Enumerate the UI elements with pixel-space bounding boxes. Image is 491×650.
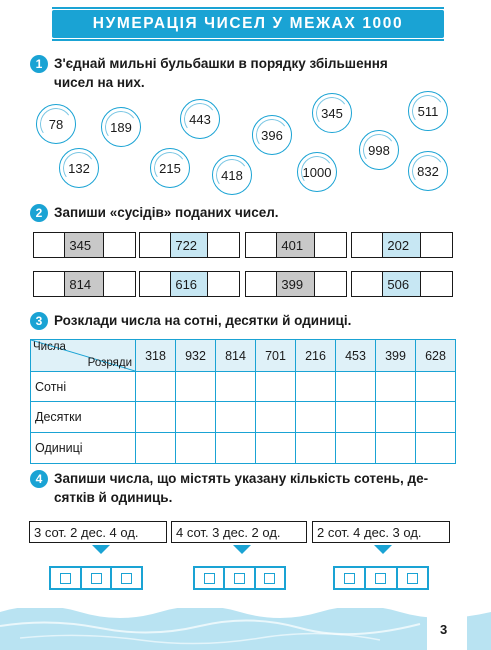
table-cell[interactable] bbox=[256, 433, 296, 464]
given-number: 399 bbox=[277, 272, 314, 296]
bubble[interactable]: 418 bbox=[212, 155, 252, 195]
digit-slot[interactable] bbox=[195, 568, 223, 588]
digit-slot[interactable] bbox=[82, 568, 111, 588]
square-icon bbox=[234, 573, 245, 584]
task-number-2: 2 bbox=[30, 204, 48, 222]
neighbour-box bbox=[245, 271, 347, 297]
place-value-description: 4 сот. 3 дес. 2 од. bbox=[171, 521, 307, 543]
given-number: 202 bbox=[383, 233, 420, 257]
table-number-header: 399 bbox=[376, 340, 416, 372]
answer-cell[interactable] bbox=[352, 272, 383, 296]
task-number-1: 1 bbox=[30, 55, 48, 73]
answer-cell[interactable] bbox=[208, 272, 239, 296]
task-1-line-1: З'єднай мильні бульбашки в порядку збільшення bbox=[54, 56, 388, 71]
row-label-units: Одиниці bbox=[31, 433, 136, 464]
answer-cell[interactable] bbox=[140, 272, 171, 296]
square-icon bbox=[375, 573, 386, 584]
bubble[interactable]: 215 bbox=[150, 148, 190, 188]
task-number-3: 3 bbox=[30, 312, 48, 330]
given-number: 506 bbox=[383, 272, 420, 296]
bottom-wave-decoration bbox=[0, 598, 491, 650]
answer-digit-slots bbox=[193, 566, 286, 590]
answer-cell[interactable] bbox=[421, 233, 452, 257]
bubble[interactable]: 396 bbox=[252, 115, 292, 155]
title-banner bbox=[52, 10, 444, 38]
given-number: 345 bbox=[65, 233, 103, 257]
table-cell[interactable] bbox=[336, 372, 376, 402]
table-corner-cell bbox=[31, 340, 136, 372]
table-number-header: 453 bbox=[336, 340, 376, 372]
table-number-header: 318 bbox=[136, 340, 176, 372]
place-value-description: 2 сот. 4 дес. 3 од. bbox=[312, 521, 450, 543]
bubble[interactable]: 443 bbox=[180, 99, 220, 139]
digit-slot[interactable] bbox=[335, 568, 364, 588]
corner-label-numbers: Числа bbox=[33, 341, 66, 353]
table-cell[interactable] bbox=[216, 433, 256, 464]
given-number: 722 bbox=[171, 233, 207, 257]
table-number-header: 216 bbox=[296, 340, 336, 372]
square-icon bbox=[344, 573, 355, 584]
bubble[interactable]: 998 bbox=[359, 130, 399, 170]
digit-slot[interactable] bbox=[225, 568, 253, 588]
table-cell[interactable] bbox=[376, 433, 416, 464]
answer-cell[interactable] bbox=[352, 233, 383, 257]
neighbour-box bbox=[245, 232, 347, 258]
answer-cell[interactable] bbox=[140, 233, 171, 257]
table-cell[interactable] bbox=[136, 402, 176, 433]
square-icon bbox=[60, 573, 71, 584]
row-label-tens: Десятки bbox=[31, 402, 136, 433]
table-cell[interactable] bbox=[136, 433, 176, 464]
neighbour-box bbox=[33, 232, 136, 258]
table-cell[interactable] bbox=[256, 402, 296, 433]
table-cell[interactable] bbox=[416, 372, 456, 402]
answer-cell[interactable] bbox=[104, 272, 135, 296]
neighbour-box bbox=[139, 271, 240, 297]
task-4-line-2: сятків й одиниць. bbox=[54, 490, 173, 505]
answer-digit-slots bbox=[49, 566, 143, 590]
arrow-down-icon bbox=[233, 545, 251, 554]
page-title: НУМЕРАЦІЯ ЧИСЕЛ У МЕЖАХ 1000 bbox=[92, 15, 404, 32]
answer-cell[interactable] bbox=[315, 272, 346, 296]
bubble[interactable]: 78 bbox=[36, 104, 76, 144]
given-number: 401 bbox=[277, 233, 314, 257]
place-value-description: 3 сот. 2 дес. 4 од. bbox=[29, 521, 167, 543]
neighbour-box bbox=[33, 271, 136, 297]
row-label-hundreds: Сотні bbox=[31, 372, 136, 402]
table-cell[interactable] bbox=[296, 372, 336, 402]
bubble[interactable]: 1000 bbox=[297, 152, 337, 192]
bubble[interactable]: 132 bbox=[59, 148, 99, 188]
table-cell[interactable] bbox=[336, 402, 376, 433]
neighbour-box bbox=[139, 232, 240, 258]
table-cell[interactable] bbox=[416, 402, 456, 433]
task-3-text: Розклади числа на сотні, десятки й одиниці. bbox=[54, 313, 352, 328]
digit-slot[interactable] bbox=[256, 568, 284, 588]
neighbour-box bbox=[351, 271, 453, 297]
answer-cell[interactable] bbox=[34, 272, 65, 296]
answer-cell[interactable] bbox=[421, 272, 452, 296]
answer-cell[interactable] bbox=[34, 233, 65, 257]
corner-label-places: Розряди bbox=[87, 357, 132, 369]
table-cell[interactable] bbox=[416, 433, 456, 464]
square-icon bbox=[264, 573, 275, 584]
answer-cell[interactable] bbox=[246, 233, 277, 257]
table-number-header: 932 bbox=[176, 340, 216, 372]
square-icon bbox=[121, 573, 132, 584]
answer-digit-slots bbox=[333, 566, 429, 590]
bubble[interactable]: 345 bbox=[312, 93, 352, 133]
square-icon bbox=[407, 573, 418, 584]
answer-cell[interactable] bbox=[104, 233, 135, 257]
answer-cell[interactable] bbox=[246, 272, 277, 296]
page-number: 3 bbox=[440, 622, 448, 637]
task-2-text: Запиши «сусідів» поданих чисел. bbox=[54, 205, 279, 220]
digit-slot[interactable] bbox=[366, 568, 395, 588]
table-number-header: 701 bbox=[256, 340, 296, 372]
square-icon bbox=[204, 573, 215, 584]
digit-slot[interactable] bbox=[51, 568, 80, 588]
bubble[interactable]: 189 bbox=[101, 107, 141, 147]
table-cell[interactable] bbox=[336, 433, 376, 464]
square-icon bbox=[91, 573, 102, 584]
table-cell[interactable] bbox=[216, 402, 256, 433]
place-value-table bbox=[30, 339, 456, 464]
bubble[interactable]: 832 bbox=[408, 151, 448, 191]
arrow-down-icon bbox=[374, 545, 392, 554]
table-cell[interactable] bbox=[256, 372, 296, 402]
table-cell[interactable] bbox=[376, 402, 416, 433]
task-1-line-2: чисел на них. bbox=[54, 75, 145, 90]
answer-cell[interactable] bbox=[315, 233, 346, 257]
table-cell[interactable] bbox=[296, 433, 336, 464]
given-number: 616 bbox=[171, 272, 207, 296]
answer-cell[interactable] bbox=[208, 233, 239, 257]
digit-slot[interactable] bbox=[112, 568, 141, 588]
table-number-header: 814 bbox=[216, 340, 256, 372]
table-cell[interactable] bbox=[176, 433, 216, 464]
table-cell[interactable] bbox=[296, 402, 336, 433]
table-cell[interactable] bbox=[376, 372, 416, 402]
task-number-4: 4 bbox=[30, 470, 48, 488]
table-cell[interactable] bbox=[176, 402, 216, 433]
table-number-header: 628 bbox=[416, 340, 456, 372]
bubble[interactable]: 511 bbox=[408, 91, 448, 131]
neighbour-box bbox=[351, 232, 453, 258]
table-cell[interactable] bbox=[136, 372, 176, 402]
table-cell[interactable] bbox=[176, 372, 216, 402]
task-4-line-1: Запиши числа, що містять указану кількість сотень, де- bbox=[54, 471, 429, 486]
table-cell[interactable] bbox=[216, 372, 256, 402]
given-number: 814 bbox=[65, 272, 103, 296]
arrow-down-icon bbox=[92, 545, 110, 554]
digit-slot[interactable] bbox=[398, 568, 427, 588]
